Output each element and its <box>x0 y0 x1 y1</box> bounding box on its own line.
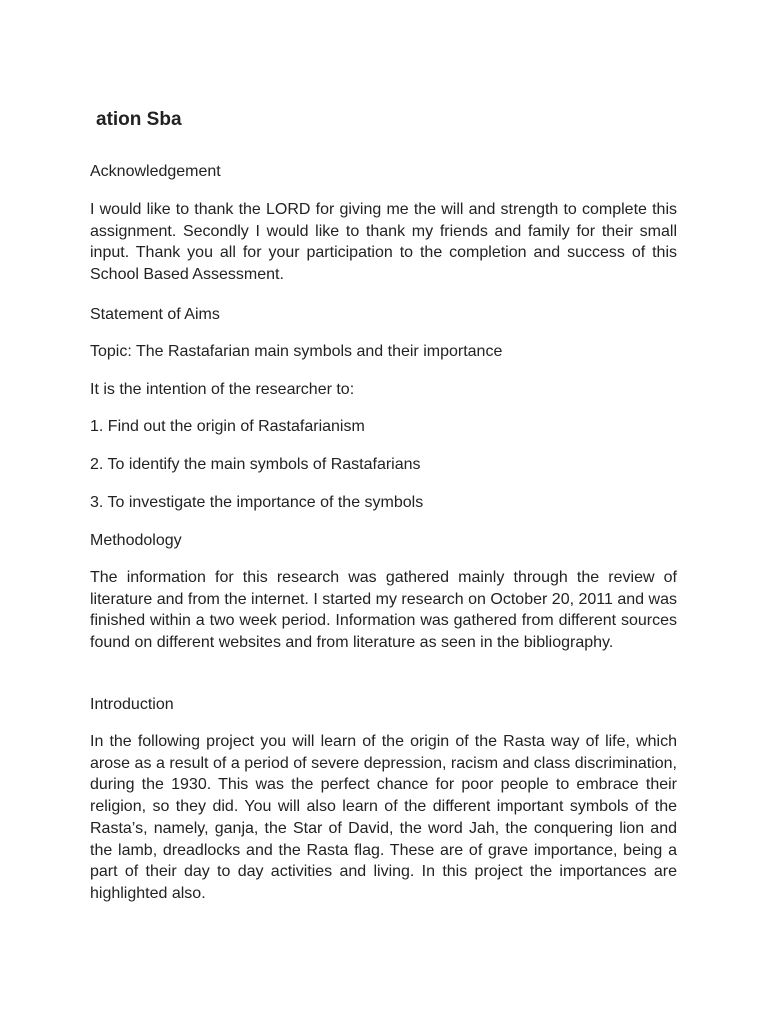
acknowledgement-paragraph: I would like to thank the LORD for giving me the will and strength to complete this assignment. Secondly I would like to thank my friends and family for their small input. Thank you all for your participation to the completion and success of this School Based Assessment. <box>90 201 677 284</box>
acknowledgement-heading: Acknowledgement <box>90 163 221 180</box>
aim-item-1: 1. Find out the origin of Rastafarianism <box>90 418 365 435</box>
introduction-heading: Introduction <box>90 696 174 713</box>
methodology-paragraph: The information for this research was gathered mainly through the review of literature and from the internet. I started my research on October 20, 2011 and was finished within a two week period. Information was gathered from different sources found on different websites and from literature as seen in the bibliography. <box>90 569 677 652</box>
aim-item-2: 2. To identify the main symbols of Rastafarians <box>90 456 421 473</box>
document-title: ation Sba <box>96 109 182 130</box>
aims-heading: Statement of Aims <box>90 306 220 323</box>
introduction-paragraph: In the following project you will learn of the origin of the Rasta way of life, which arose as a result of a period of severe depression, racism and class discrimination, during the 1930. This was the perfect chance for poor people to embrace their religion, so they did. You will also learn of the different important symbols of the Rasta’s, namely, ganja, the Star of David, the word Jah, the conquering lion and the lamb, dreadlocks and the Rasta flag. These are of grave importance, being a part of their day to day activities and living. In this project the importances are highlighted also. <box>90 733 677 902</box>
topic-line: Topic: The Rastafarian main symbols and their importance <box>90 343 503 360</box>
methodology-heading: Methodology <box>90 532 182 549</box>
aim-item-3: 3. To investigate the importance of the symbols <box>90 494 424 511</box>
intention-line: It is the intention of the researcher to: <box>90 381 355 398</box>
